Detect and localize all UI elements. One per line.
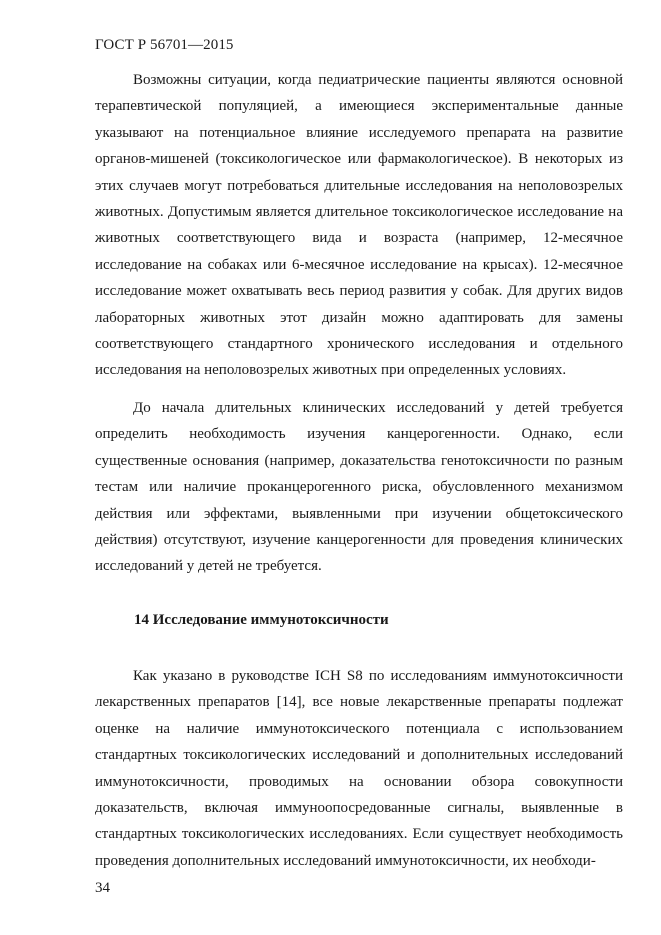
- paragraph-immunotoxicity: Как указано в руководстве ICH S8 по исследованиям иммунотоксичности лекарственных препаратов [14], все новые лекарственные препараты подлежат оценке на наличие иммунотоксического потенциала с использованием стандартных токсикологических исследований и дополнительных исследований иммунотоксичности, проводимых на основании обзора совокупности доказательств, включая иммуноопосредованные сигналы, выявленные в стандартных токсикологических исследованиях. Если существует необходимость проведения дополнительных исследований иммунотоксичности, их необходи-: [95, 668, 623, 869]
- section-title-immunotoxicity: 14 Исследование иммунотоксичности: [134, 612, 389, 628]
- page-number: 34: [95, 880, 110, 896]
- paragraph-pediatric-studies: Возможны ситуации, когда педиатрические пациенты являются основной терапевтической популяцией, а имеющиеся экспериментальные данные указывают на потенциальное влияние исследуемого препарата на развитие органов-мишеней (токсикологическое или фармакологическое). В некоторых из этих случаев могут потребоваться длительные исследования на неполовозрелых животных. Допустимым является длительное токсикологическое исследование на животных соответствующего вида и возраста (например, 12-месячное исследование на собаках или 6-месячное исследование на крысах). 12-месячное исследование может охватывать весь период развития у собак. Для других видов лабораторных животных этот дизайн можно адаптировать для замены соответствующего стандартного хронического исследования и отдельного исследования на неполовозрелых животных при определенных условиях.: [95, 72, 623, 379]
- paragraph-carcinogenicity: До начала длительных клинических исследований у детей требуется определить необходимость изучения канцерогенности. Однако, если существенные основания (например, доказательства генотоксичности по разным тестам или наличие проканцерогенного риска, обусловленного механизмом действия или эффектами, выявленными при изучении общетоксического действия) отсутствуют, изучение канцерогенности для проведения клинических исследований у детей не требуется.: [95, 400, 623, 575]
- document-header: ГОСТ Р 56701—2015: [95, 37, 234, 53]
